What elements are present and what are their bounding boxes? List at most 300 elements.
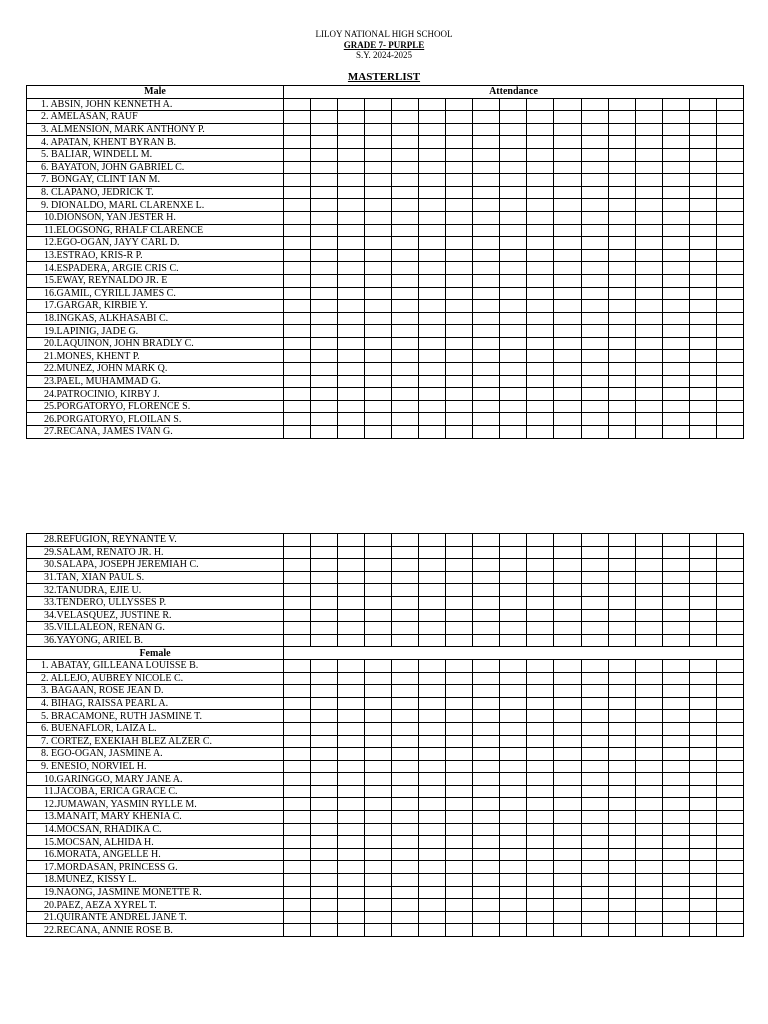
attendance-cell[interactable] [662,312,689,325]
attendance-cell[interactable] [689,836,716,849]
attendance-cell[interactable] [473,559,500,572]
attendance-cell[interactable] [473,584,500,597]
attendance-cell[interactable] [473,773,500,786]
attendance-cell[interactable] [419,596,446,609]
attendance-cell[interactable] [716,400,743,413]
attendance-cell[interactable] [500,174,527,187]
attendance-cell[interactable] [284,199,311,212]
attendance-cell[interactable] [473,161,500,174]
attendance-cell[interactable] [527,899,554,912]
attendance-cell[interactable] [392,571,419,584]
attendance-cell[interactable] [473,874,500,887]
attendance-cell[interactable] [716,571,743,584]
attendance-cell[interactable] [365,98,392,111]
attendance-cell[interactable] [419,622,446,635]
attendance-cell[interactable] [419,785,446,798]
attendance-cell[interactable] [581,911,608,924]
attendance-cell[interactable] [338,546,365,559]
attendance-cell[interactable] [338,224,365,237]
attendance-cell[interactable] [554,136,581,149]
attendance-cell[interactable] [392,672,419,685]
attendance-cell[interactable] [500,874,527,887]
attendance-cell[interactable] [608,748,635,761]
attendance-cell[interactable] [446,559,473,572]
attendance-cell[interactable] [338,571,365,584]
attendance-cell[interactable] [581,337,608,350]
attendance-cell[interactable] [338,111,365,124]
attendance-cell[interactable] [716,199,743,212]
attendance-cell[interactable] [473,596,500,609]
attendance-cell[interactable] [500,722,527,735]
attendance-cell[interactable] [608,186,635,199]
attendance-cell[interactable] [500,748,527,761]
attendance-cell[interactable] [527,785,554,798]
attendance-cell[interactable] [284,748,311,761]
attendance-cell[interactable] [527,123,554,136]
attendance-cell[interactable] [473,798,500,811]
attendance-cell[interactable] [311,685,338,698]
attendance-cell[interactable] [419,886,446,899]
attendance-cell[interactable] [446,911,473,924]
attendance-cell[interactable] [716,760,743,773]
attendance-cell[interactable] [500,546,527,559]
attendance-cell[interactable] [662,546,689,559]
attendance-cell[interactable] [419,426,446,439]
attendance-cell[interactable] [581,874,608,887]
attendance-cell[interactable] [311,186,338,199]
attendance-cell[interactable] [689,186,716,199]
attendance-cell[interactable] [473,300,500,313]
attendance-cell[interactable] [500,785,527,798]
attendance-cell[interactable] [419,363,446,376]
attendance-cell[interactable] [446,861,473,874]
attendance-cell[interactable] [716,262,743,275]
attendance-cell[interactable] [689,161,716,174]
attendance-cell[interactable] [392,911,419,924]
attendance-cell[interactable] [635,300,662,313]
attendance-cell[interactable] [338,186,365,199]
attendance-cell[interactable] [473,350,500,363]
attendance-cell[interactable] [311,911,338,924]
attendance-cell[interactable] [662,262,689,275]
attendance-cell[interactable] [284,735,311,748]
attendance-cell[interactable] [419,559,446,572]
attendance-cell[interactable] [338,874,365,887]
attendance-cell[interactable] [500,388,527,401]
attendance-cell[interactable] [635,899,662,912]
attendance-cell[interactable] [338,697,365,710]
attendance-cell[interactable] [284,136,311,149]
attendance-cell[interactable] [581,312,608,325]
attendance-cell[interactable] [635,836,662,849]
attendance-cell[interactable] [689,111,716,124]
attendance-cell[interactable] [662,199,689,212]
attendance-cell[interactable] [716,722,743,735]
attendance-cell[interactable] [635,350,662,363]
attendance-cell[interactable] [473,735,500,748]
attendance-cell[interactable] [608,672,635,685]
attendance-cell[interactable] [689,634,716,647]
attendance-cell[interactable] [527,413,554,426]
attendance-cell[interactable] [338,413,365,426]
attendance-cell[interactable] [284,375,311,388]
attendance-cell[interactable] [689,924,716,937]
attendance-cell[interactable] [419,375,446,388]
attendance-cell[interactable] [554,186,581,199]
attendance-cell[interactable] [419,911,446,924]
attendance-cell[interactable] [608,546,635,559]
attendance-cell[interactable] [716,874,743,887]
attendance-cell[interactable] [365,199,392,212]
attendance-cell[interactable] [338,300,365,313]
attendance-cell[interactable] [716,534,743,547]
attendance-cell[interactable] [635,363,662,376]
attendance-cell[interactable] [608,785,635,798]
attendance-cell[interactable] [635,546,662,559]
attendance-cell[interactable] [689,911,716,924]
attendance-cell[interactable] [662,186,689,199]
attendance-cell[interactable] [365,672,392,685]
attendance-cell[interactable] [446,584,473,597]
attendance-cell[interactable] [473,848,500,861]
attendance-cell[interactable] [689,798,716,811]
attendance-cell[interactable] [662,111,689,124]
attendance-cell[interactable] [419,161,446,174]
attendance-cell[interactable] [581,609,608,622]
attendance-cell[interactable] [338,174,365,187]
attendance-cell[interactable] [662,224,689,237]
attendance-cell[interactable] [527,596,554,609]
attendance-cell[interactable] [284,98,311,111]
attendance-cell[interactable] [716,426,743,439]
attendance-cell[interactable] [581,325,608,338]
attendance-cell[interactable] [716,811,743,824]
attendance-cell[interactable] [392,823,419,836]
attendance-cell[interactable] [554,861,581,874]
attendance-cell[interactable] [716,123,743,136]
attendance-cell[interactable] [608,798,635,811]
attendance-cell[interactable] [419,609,446,622]
attendance-cell[interactable] [311,924,338,937]
attendance-cell[interactable] [392,249,419,262]
attendance-cell[interactable] [716,312,743,325]
attendance-cell[interactable] [473,546,500,559]
attendance-cell[interactable] [392,546,419,559]
attendance-cell[interactable] [392,559,419,572]
attendance-cell[interactable] [284,785,311,798]
attendance-cell[interactable] [527,584,554,597]
attendance-cell[interactable] [581,400,608,413]
attendance-cell[interactable] [608,312,635,325]
attendance-cell[interactable] [716,848,743,861]
attendance-cell[interactable] [581,798,608,811]
attendance-cell[interactable] [500,659,527,672]
attendance-cell[interactable] [716,174,743,187]
attendance-cell[interactable] [392,836,419,849]
attendance-cell[interactable] [581,571,608,584]
attendance-cell[interactable] [284,300,311,313]
attendance-cell[interactable] [716,325,743,338]
attendance-cell[interactable] [635,798,662,811]
attendance-cell[interactable] [500,413,527,426]
attendance-cell[interactable] [365,785,392,798]
attendance-cell[interactable] [311,722,338,735]
attendance-cell[interactable] [446,237,473,250]
attendance-cell[interactable] [500,363,527,376]
attendance-cell[interactable] [689,886,716,899]
attendance-cell[interactable] [554,111,581,124]
attendance-cell[interactable] [311,426,338,439]
attendance-cell[interactable] [365,325,392,338]
attendance-cell[interactable] [500,186,527,199]
attendance-cell[interactable] [716,685,743,698]
attendance-cell[interactable] [311,98,338,111]
attendance-cell[interactable] [689,350,716,363]
attendance-cell[interactable] [392,300,419,313]
attendance-cell[interactable] [473,634,500,647]
attendance-cell[interactable] [581,760,608,773]
attendance-cell[interactable] [446,722,473,735]
attendance-cell[interactable] [689,571,716,584]
attendance-cell[interactable] [716,773,743,786]
attendance-cell[interactable] [365,174,392,187]
attendance-cell[interactable] [662,287,689,300]
attendance-cell[interactable] [635,924,662,937]
attendance-cell[interactable] [473,325,500,338]
attendance-cell[interactable] [500,710,527,723]
attendance-cell[interactable] [338,760,365,773]
attendance-cell[interactable] [635,534,662,547]
attendance-cell[interactable] [446,186,473,199]
attendance-cell[interactable] [527,274,554,287]
attendance-cell[interactable] [392,123,419,136]
attendance-cell[interactable] [581,773,608,786]
attendance-cell[interactable] [365,111,392,124]
attendance-cell[interactable] [338,836,365,849]
attendance-cell[interactable] [716,899,743,912]
attendance-cell[interactable] [500,811,527,824]
attendance-cell[interactable] [284,924,311,937]
attendance-cell[interactable] [581,224,608,237]
attendance-cell[interactable] [500,609,527,622]
attendance-cell[interactable] [554,773,581,786]
attendance-cell[interactable] [716,186,743,199]
attendance-cell[interactable] [662,559,689,572]
attendance-cell[interactable] [608,559,635,572]
attendance-cell[interactable] [338,634,365,647]
attendance-cell[interactable] [365,571,392,584]
attendance-cell[interactable] [500,136,527,149]
attendance-cell[interactable] [716,375,743,388]
attendance-cell[interactable] [662,388,689,401]
attendance-cell[interactable] [554,400,581,413]
attendance-cell[interactable] [473,710,500,723]
attendance-cell[interactable] [716,823,743,836]
attendance-cell[interactable] [527,325,554,338]
attendance-cell[interactable] [635,760,662,773]
attendance-cell[interactable] [635,785,662,798]
attendance-cell[interactable] [446,123,473,136]
attendance-cell[interactable] [311,748,338,761]
attendance-cell[interactable] [635,773,662,786]
attendance-cell[interactable] [581,199,608,212]
attendance-cell[interactable] [311,609,338,622]
attendance-cell[interactable] [284,874,311,887]
attendance-cell[interactable] [446,685,473,698]
attendance-cell[interactable] [608,426,635,439]
attendance-cell[interactable] [716,748,743,761]
attendance-cell[interactable] [689,785,716,798]
attendance-cell[interactable] [716,363,743,376]
attendance-cell[interactable] [446,697,473,710]
attendance-cell[interactable] [554,337,581,350]
attendance-cell[interactable] [608,811,635,824]
attendance-cell[interactable] [500,98,527,111]
attendance-cell[interactable] [527,773,554,786]
attendance-cell[interactable] [338,337,365,350]
attendance-cell[interactable] [284,111,311,124]
attendance-cell[interactable] [392,161,419,174]
attendance-cell[interactable] [581,98,608,111]
attendance-cell[interactable] [473,836,500,849]
attendance-cell[interactable] [338,748,365,761]
attendance-cell[interactable] [311,388,338,401]
attendance-cell[interactable] [365,400,392,413]
attendance-cell[interactable] [500,426,527,439]
attendance-cell[interactable] [446,400,473,413]
attendance-cell[interactable] [635,186,662,199]
attendance-cell[interactable] [581,363,608,376]
attendance-cell[interactable] [311,274,338,287]
attendance-cell[interactable] [581,375,608,388]
attendance-cell[interactable] [608,735,635,748]
attendance-cell[interactable] [446,785,473,798]
attendance-cell[interactable] [500,584,527,597]
attendance-cell[interactable] [311,262,338,275]
attendance-cell[interactable] [689,672,716,685]
attendance-cell[interactable] [500,237,527,250]
attendance-cell[interactable] [392,584,419,597]
attendance-cell[interactable] [689,337,716,350]
attendance-cell[interactable] [311,811,338,824]
attendance-cell[interactable] [554,609,581,622]
attendance-cell[interactable] [365,760,392,773]
attendance-cell[interactable] [473,111,500,124]
attendance-cell[interactable] [554,748,581,761]
attendance-cell[interactable] [365,350,392,363]
attendance-cell[interactable] [635,249,662,262]
attendance-cell[interactable] [365,634,392,647]
attendance-cell[interactable] [608,622,635,635]
attendance-cell[interactable] [311,697,338,710]
attendance-cell[interactable] [662,161,689,174]
attendance-cell[interactable] [635,312,662,325]
attendance-cell[interactable] [500,672,527,685]
attendance-cell[interactable] [716,161,743,174]
attendance-cell[interactable] [635,722,662,735]
attendance-cell[interactable] [446,609,473,622]
attendance-cell[interactable] [662,798,689,811]
attendance-cell[interactable] [365,773,392,786]
attendance-cell[interactable] [500,312,527,325]
attendance-cell[interactable] [716,224,743,237]
attendance-cell[interactable] [338,559,365,572]
attendance-cell[interactable] [608,413,635,426]
attendance-cell[interactable] [689,274,716,287]
attendance-cell[interactable] [392,634,419,647]
attendance-cell[interactable] [284,911,311,924]
attendance-cell[interactable] [689,325,716,338]
attendance-cell[interactable] [419,861,446,874]
attendance-cell[interactable] [662,300,689,313]
attendance-cell[interactable] [662,148,689,161]
attendance-cell[interactable] [554,760,581,773]
attendance-cell[interactable] [689,249,716,262]
attendance-cell[interactable] [473,899,500,912]
attendance-cell[interactable] [284,274,311,287]
attendance-cell[interactable] [419,400,446,413]
attendance-cell[interactable] [716,350,743,363]
attendance-cell[interactable] [392,622,419,635]
attendance-cell[interactable] [689,237,716,250]
attendance-cell[interactable] [365,659,392,672]
attendance-cell[interactable] [284,174,311,187]
attendance-cell[interactable] [392,211,419,224]
attendance-cell[interactable] [527,375,554,388]
attendance-cell[interactable] [338,798,365,811]
attendance-cell[interactable] [662,748,689,761]
attendance-cell[interactable] [716,559,743,572]
attendance-cell[interactable] [662,760,689,773]
attendance-cell[interactable] [527,811,554,824]
attendance-cell[interactable] [554,899,581,912]
attendance-cell[interactable] [446,300,473,313]
attendance-cell[interactable] [581,262,608,275]
attendance-cell[interactable] [284,559,311,572]
attendance-cell[interactable] [662,136,689,149]
attendance-cell[interactable] [500,534,527,547]
attendance-cell[interactable] [689,388,716,401]
attendance-cell[interactable] [608,571,635,584]
attendance-cell[interactable] [527,148,554,161]
attendance-cell[interactable] [689,861,716,874]
attendance-cell[interactable] [608,697,635,710]
attendance-cell[interactable] [635,123,662,136]
attendance-cell[interactable] [338,237,365,250]
attendance-cell[interactable] [419,174,446,187]
attendance-cell[interactable] [311,312,338,325]
attendance-cell[interactable] [473,400,500,413]
attendance-cell[interactable] [608,760,635,773]
attendance-cell[interactable] [581,350,608,363]
attendance-cell[interactable] [473,186,500,199]
attendance-cell[interactable] [689,363,716,376]
attendance-cell[interactable] [581,413,608,426]
attendance-cell[interactable] [392,111,419,124]
attendance-cell[interactable] [689,848,716,861]
attendance-cell[interactable] [365,861,392,874]
attendance-cell[interactable] [581,710,608,723]
attendance-cell[interactable] [365,274,392,287]
attendance-cell[interactable] [662,325,689,338]
attendance-cell[interactable] [662,534,689,547]
attendance-cell[interactable] [392,874,419,887]
attendance-cell[interactable] [473,811,500,824]
attendance-cell[interactable] [581,748,608,761]
attendance-cell[interactable] [446,874,473,887]
attendance-cell[interactable] [581,300,608,313]
attendance-cell[interactable] [446,136,473,149]
